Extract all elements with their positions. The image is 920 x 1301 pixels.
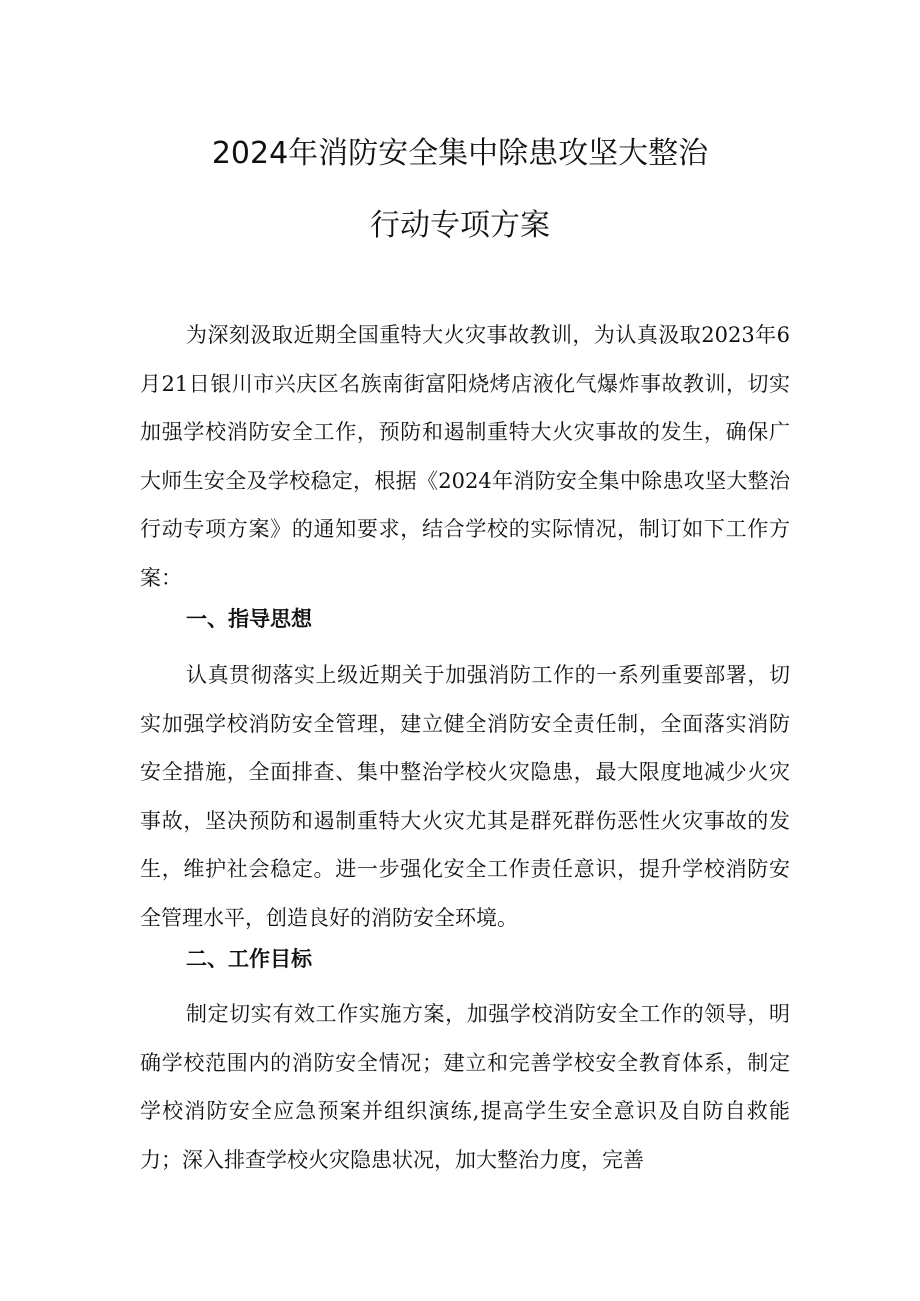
section-heading-guiding-ideology: 一、指导思想 — [186, 607, 312, 631]
intro-paragraph: 为深刻汲取近期全国重特大火灾事故教训，为认真汲取2023年6月21日银川市兴庆区名族南街富阳烧烤店液化气爆炸事故教训，切实加强学校消防安全工作，预防和遏制重特大火灾事故的发生，确保广大师生安全及学校稳定，根据《2024年消防安全集中除患攻坚大整治行动专项方案》的通知要求，结合学校的实际情况，制订如下工作方案： — [140, 323, 790, 590]
document-title-line-1: 2024年消防安全集中除患攻坚大整治 — [211, 136, 709, 171]
document-title-line-2: 行动专项方案 — [370, 208, 550, 243]
section-heading-work-goals: 二、工作目标 — [186, 947, 312, 971]
section-paragraph-guiding-ideology: 认真贯彻落实上级近期关于加强消防工作的一系列重要部署，切实加强学校消防安全管理，建立健全消防安全责任制，全面落实消防安全措施，全面排查、集中整治学校火灾隐患，最大限度地减少火灾事故，坚决预防和遏制重特大火灾尤其是群死群伤恶性火灾事故的发生，维护社会稳定。进一步强化安全工作责任意识，提升学校消防安全管理水平，创造良好的消防安全环境。 — [140, 663, 790, 930]
section-paragraph-work-goals: 制定切实有效工作实施方案，加强学校消防安全工作的领导，明确学校范围内的消防安全情况；建立和完善学校安全教育体系，制定学校消防安全应急预案并组织演练,提高学生安全意识及自防自救能力；深入排查学校火灾隐患状况，加大整治力度，完善 — [140, 1002, 790, 1172]
